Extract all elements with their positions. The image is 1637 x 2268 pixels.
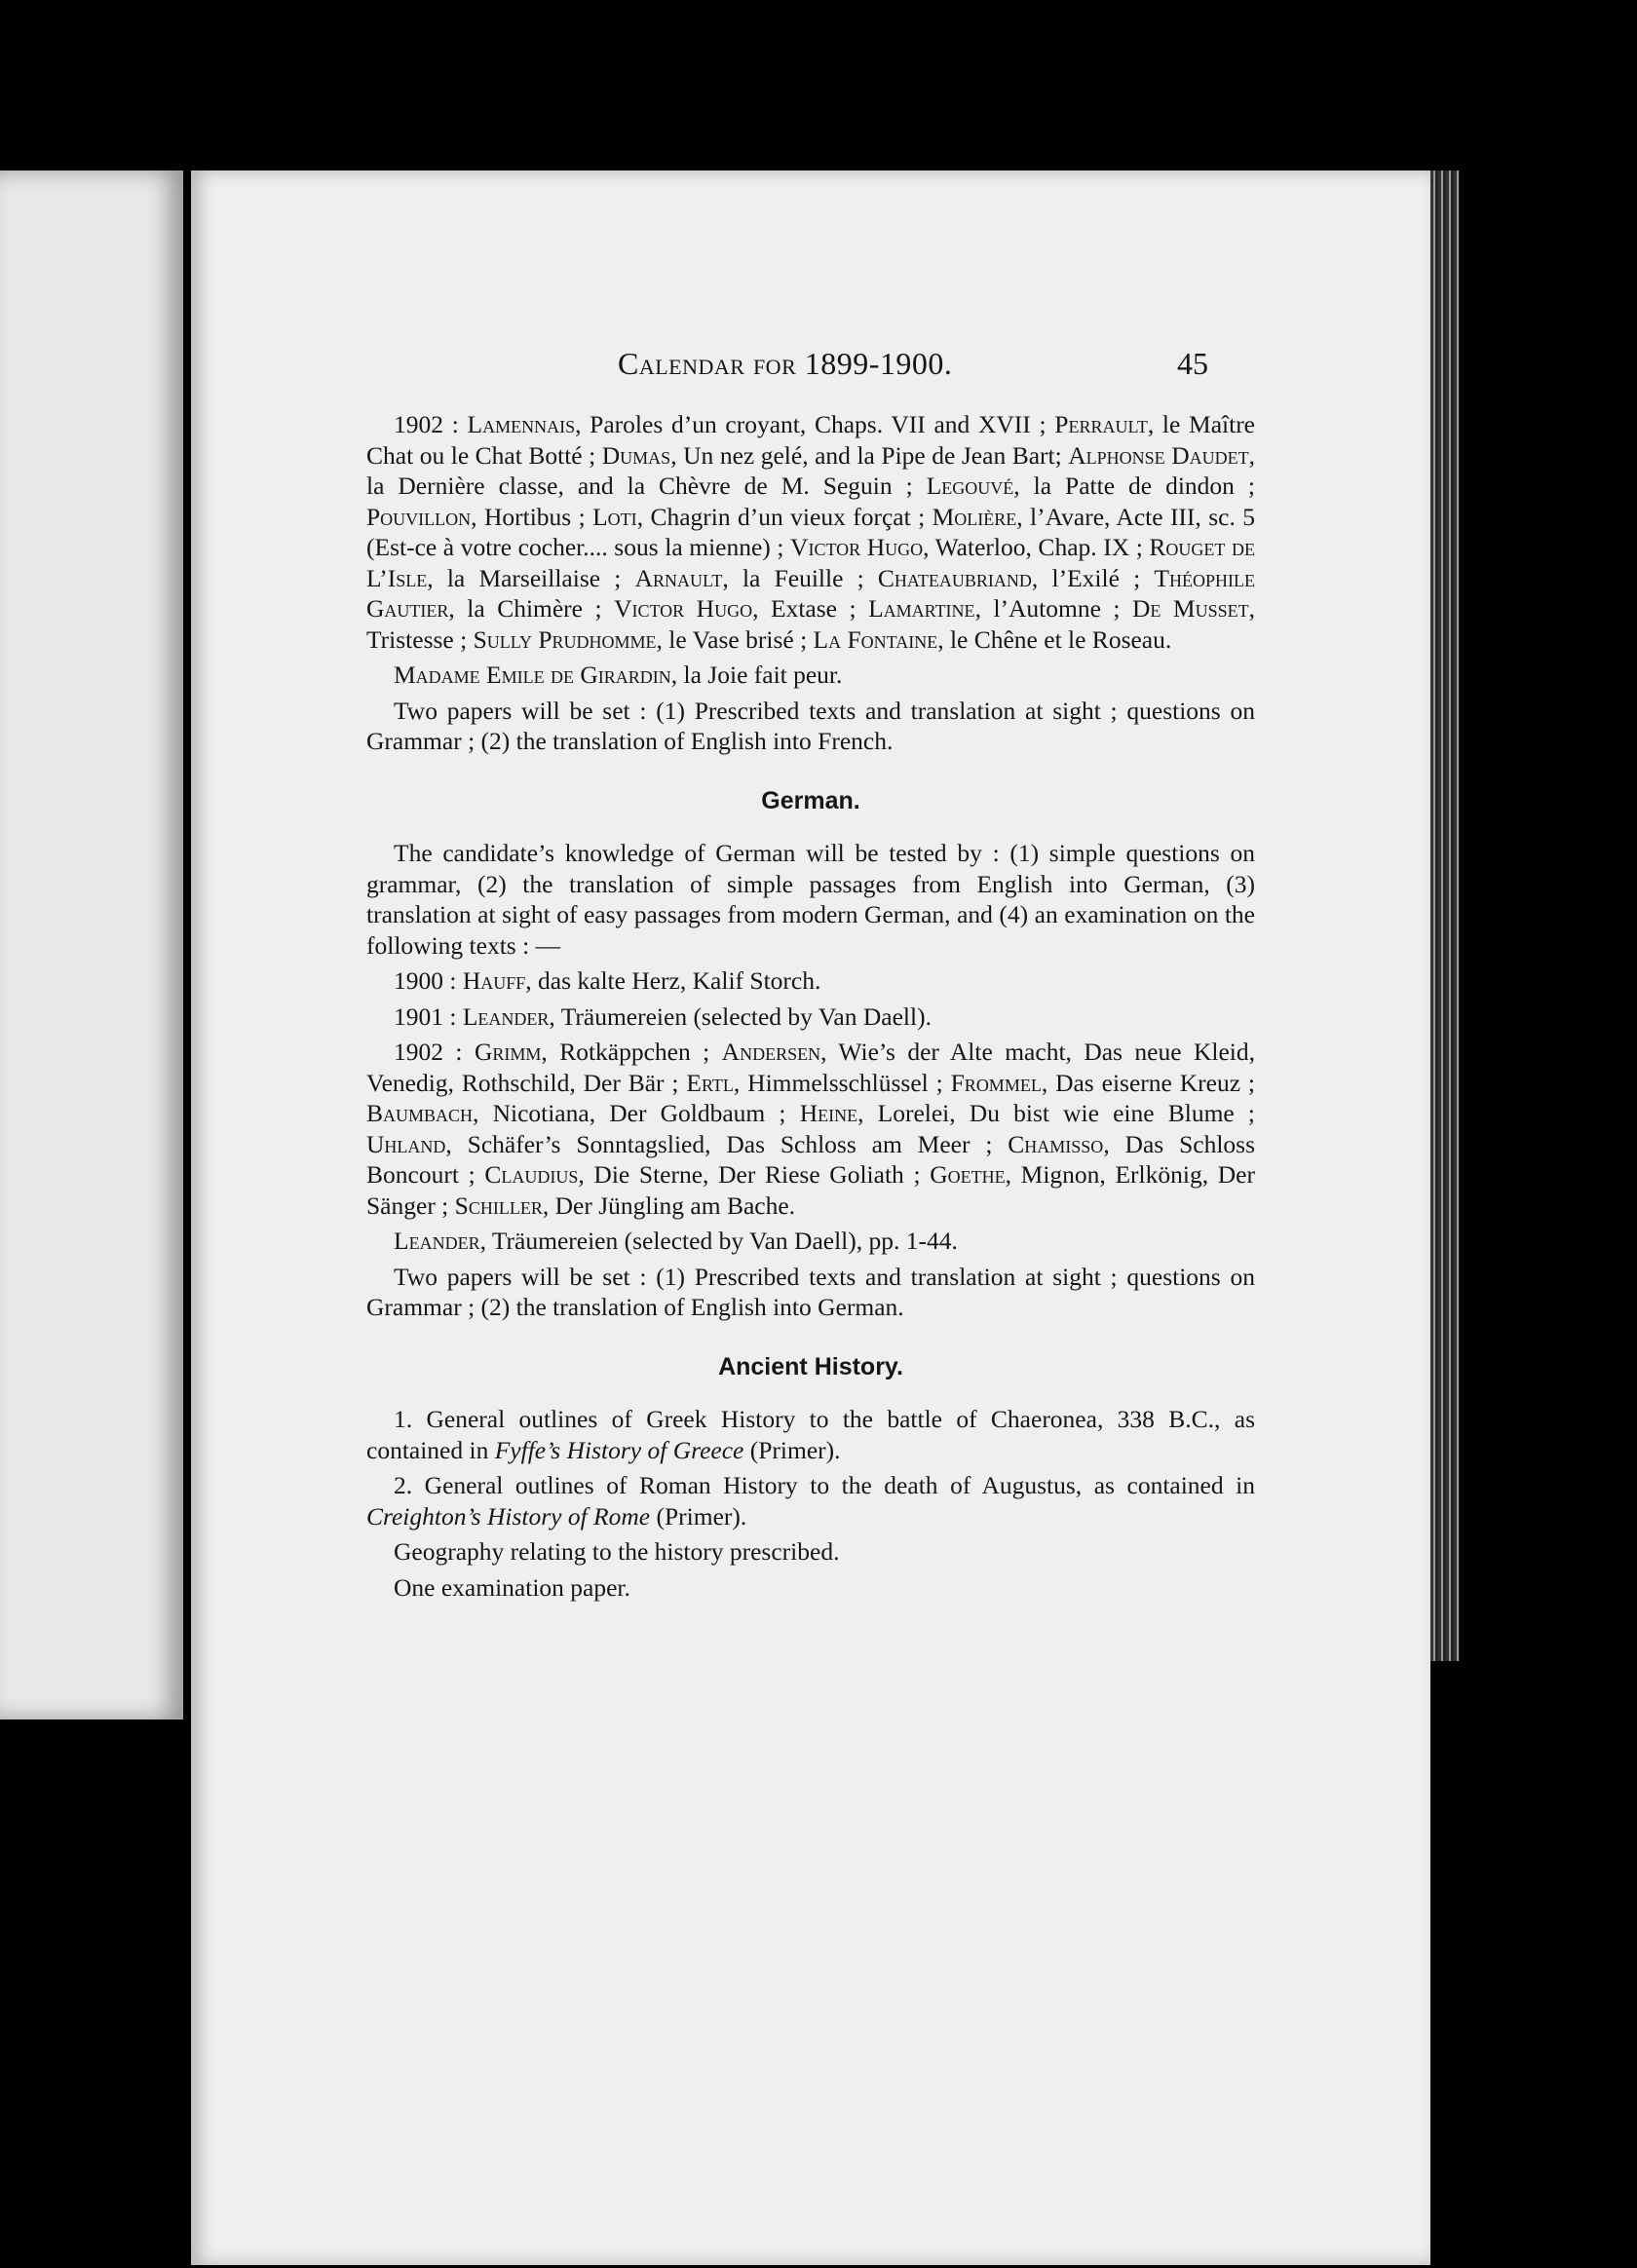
work-title: , Chagrin d’un vieux forçat ; xyxy=(636,502,933,531)
author-name: Théophile Gautier xyxy=(366,563,1255,623)
work-title: , le Chêne et le Roseau. xyxy=(937,624,1172,654)
ancient-history-item-2 xyxy=(366,1470,1255,1531)
german-leander-text xyxy=(366,1226,1255,1257)
work-title: , la Feuille ; xyxy=(722,563,878,592)
author-name: Claudius xyxy=(484,1160,579,1189)
author-name: Hauff xyxy=(462,966,526,995)
author-name: Dumas xyxy=(601,440,671,470)
item-text: 1. General outlines of Greek History to the battle of Chaeronea, 338 B.C., as contained in xyxy=(366,1405,1255,1464)
author-name: Chamisso xyxy=(1008,1129,1104,1158)
work-title: , Paroles d’un croyant, Chaps. VII and XVII ; xyxy=(575,410,1055,438)
work-title: , le Maître Chat ou le Chat Botté ; xyxy=(366,410,1255,470)
author-name: Sully Prudhomme xyxy=(473,624,657,654)
document-page xyxy=(191,170,1430,2265)
item-text: 2. General outlines of Roman History to the death of Augustus, as contained in xyxy=(394,1471,1255,1499)
author-name: Leander xyxy=(394,1227,480,1255)
german-texts-1901 xyxy=(366,1002,1255,1033)
book-title: Fyffe’s History of Greece xyxy=(494,1435,744,1464)
german-papers-note: Two papers will be set : (1) Prescribed texts and translation at sight ; questions on Grammar ; (2) the translation of English into German. xyxy=(366,1262,1255,1321)
work-title: , Rotkäppchen ; xyxy=(541,1038,722,1066)
year-label: 1901 : xyxy=(394,1002,457,1031)
work-title: , Lorelei, Du bist wie eine Blume ; xyxy=(857,1099,1255,1127)
page-number: 45 xyxy=(1177,346,1208,381)
author-name: Alphonse Daudet xyxy=(1068,440,1249,470)
author-name: Pouvillon xyxy=(366,502,472,531)
work-title: , Hortibus ; xyxy=(471,502,593,531)
work-title: , l’Automne ; xyxy=(974,594,1133,623)
ancient-history-exam: One examination paper. xyxy=(394,1572,630,1602)
year-label: 1900 : xyxy=(394,966,457,995)
work-title: , la Patte de dindon ; xyxy=(1013,472,1255,500)
work-title: , Träumereien (selected by Van Daell). xyxy=(549,1002,932,1031)
work-title: , la Chimère ; xyxy=(448,594,615,623)
german-texts-1900 xyxy=(366,965,1255,997)
work-title: , Himmelsschlüssel ; xyxy=(733,1068,951,1097)
author-name: Victor Hugo xyxy=(790,533,924,561)
author-name: Frommel xyxy=(950,1068,1042,1097)
author-name: Legouvé xyxy=(926,472,1014,500)
work-title: , Wie’s der Alte macht, Das neue Kleid, Venedig, Rothschild, Der Bär ; xyxy=(366,1038,1255,1097)
author-name: Lamennais xyxy=(467,410,576,438)
author-name: Uhland xyxy=(366,1129,446,1158)
book-title: Creighton’s History of Rome xyxy=(366,1501,651,1531)
running-head xyxy=(191,346,1430,385)
work-title: , Die Sterne, Der Riese Goliath ; xyxy=(578,1160,931,1189)
page-content xyxy=(366,409,1255,1607)
author-name: Victor Hugo xyxy=(614,594,753,623)
author-name: Chateaubriand xyxy=(877,563,1032,592)
author-name: La Fontaine xyxy=(813,624,938,654)
year-label: 1902 : xyxy=(394,410,459,438)
work-title: , l’Avare, Acte III, sc. 5 (Est-ce à votre cocher.... sous la mienne) ; xyxy=(366,502,1255,561)
author-name: Baumbach xyxy=(366,1099,474,1127)
author-name: Madame Emile de Girardin xyxy=(394,661,671,689)
author-name: Arnault xyxy=(634,563,723,592)
author-name: Perrault xyxy=(1054,410,1148,438)
work-title: , Waterloo, Chap. IX ; xyxy=(923,533,1150,561)
work-title: , Tristesse ; xyxy=(366,594,1255,654)
french-papers-note: Two papers will be set : (1) Prescribed texts and translation at sight ; questions on Grammar ; (2) the translation of English into French. xyxy=(366,696,1255,755)
french-extra-text xyxy=(366,660,1255,691)
ancient-history-heading: Ancient History. xyxy=(718,1352,903,1380)
page-edges xyxy=(1430,170,1460,1661)
author-name: Schiller xyxy=(454,1191,543,1220)
work-title: , Träumereien (selected by Van Daell), pp. 1-44. xyxy=(479,1227,958,1255)
work-title: , la Joie fait peur. xyxy=(670,661,843,689)
work-title: , la Dernière classe, and la Chèvre de M. Seguin ; xyxy=(366,440,1255,500)
work-title: , Nicotiana, Der Goldbaum ; xyxy=(473,1099,800,1127)
item-text: (Primer). xyxy=(743,1435,841,1464)
work-title: , Mignon, Erlkönig, Der Sänger ; xyxy=(366,1160,1255,1220)
work-title: , Schäfer’s Sonntagslied, Das Schloss am Meer ; xyxy=(445,1129,1009,1158)
facing-page xyxy=(0,170,183,1720)
german-texts-1902 xyxy=(366,1037,1255,1221)
work-title: , le Vase brisé ; xyxy=(656,624,814,654)
author-name: Grimm xyxy=(474,1038,542,1066)
author-name: Rouget de L’Isle xyxy=(366,533,1255,592)
author-name: Loti xyxy=(592,502,637,531)
author-name: Goethe xyxy=(930,1160,1006,1189)
ancient-history-item-1 xyxy=(366,1404,1255,1465)
author-name: Molière xyxy=(932,502,1017,531)
author-name: Ertl xyxy=(686,1068,734,1097)
author-name: Leander xyxy=(462,1002,550,1031)
year-label: 1902 : xyxy=(394,1038,463,1066)
work-title: , Un nez gelé, and la Pipe de Jean Bart; xyxy=(670,440,1069,470)
work-title: , Extase ; xyxy=(752,594,869,623)
work-title: , Das Schloss Boncourt ; xyxy=(366,1129,1256,1189)
page-header-title: Calendar for 1899-1900. xyxy=(618,346,953,381)
author-name: Heine xyxy=(799,1099,858,1127)
author-name: Lamartine xyxy=(868,594,975,623)
german-heading: German. xyxy=(761,786,860,814)
ancient-history-geography: Geography relating to the history prescribed. xyxy=(394,1537,840,1566)
item-text: (Primer). xyxy=(650,1501,747,1531)
french-texts-1902 xyxy=(366,409,1255,655)
work-title: , la Marseillaise ; xyxy=(427,563,635,592)
author-name: Andersen xyxy=(721,1038,821,1066)
author-name: De Musset xyxy=(1132,594,1249,623)
work-title: , das kalte Herz, Kalif Storch. xyxy=(525,966,821,995)
work-title: , l’Exilé ; xyxy=(1031,563,1155,592)
work-title: , Der Jüngling am Bache. xyxy=(542,1191,796,1220)
work-title: , Das eiserne Kreuz ; xyxy=(1041,1068,1255,1097)
german-intro: The candidate’s knowledge of German will be tested by : (1) simple questions on grammar, (2) the translation of simple passages from English into German, (3) translation at sight of easy passages from modern German, and (4) an examination on the following texts : — xyxy=(366,839,1255,960)
